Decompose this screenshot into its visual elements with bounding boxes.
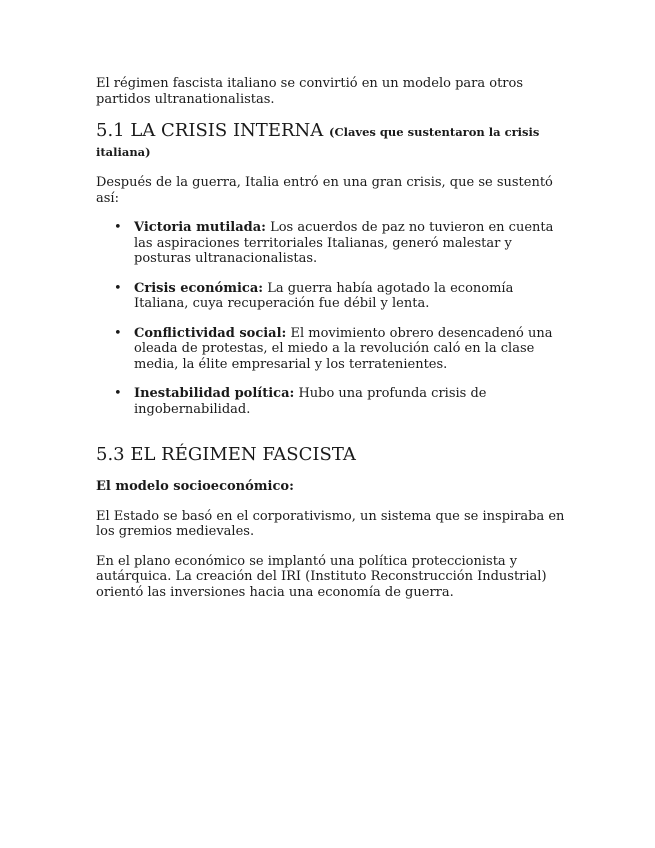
section-subtitle: (Claves que sustentaron la crisis italiana) — [96, 125, 540, 159]
bullet-icon: • — [114, 220, 122, 235]
list-item-text: La guerra había agotado la economía Italiana, cuya recuperación fue débil y lenta. — [134, 280, 514, 311]
paragraph: El Estado se basó en el corporativismo, un sistema que se inspiraba en los gremios medievales. — [96, 508, 565, 539]
list-item-term: Inestabilidad política: — [134, 386, 295, 401]
bullet-icon: • — [114, 325, 122, 341]
section-title: 5.1 LA CRISIS INTERNA — [96, 120, 324, 141]
subheading-modelo-socioeconomico: El modelo socioeconómico: — [96, 479, 294, 494]
list-item-text: El movimiento obrero desencadenó una oleada de protestas, el miedo a la revolución caló en la clase media, la élite empresarial y los terratenientes. — [134, 325, 553, 372]
list-item-text: Hubo una profunda crisis de ingobernabilidad. — [134, 386, 487, 417]
section-heading-regimen-fascista: 5.3 EL RÉGIMEN FASCISTA — [96, 444, 356, 465]
crisis-list — [96, 220, 566, 417]
list-item — [96, 326, 566, 373]
list-item-term: Conflictividad social: — [134, 325, 287, 341]
bullet-icon: • — [114, 280, 122, 296]
document-body — [96, 76, 566, 614]
section-lead-paragraph: Después de la guerra, Italia entró en una gran crisis, que se sustentó así: — [96, 175, 553, 206]
list-item-term: Victoria mutilada: — [134, 220, 266, 235]
list-item-text: Los acuerdos de paz no tuvieron en cuenta las aspiraciones territoriales Italianas, generó malestar y posturas ultranacionalistas. — [134, 220, 554, 266]
list-item — [96, 386, 566, 417]
bullet-icon: • — [114, 386, 122, 401]
list-item — [96, 281, 566, 312]
paragraph: En el plano económico se implantó una política proteccionista y autárquica. La creación del IRI (Instituto Reconstrucción Industrial) orientó las inversiones hacia una economía de guerra. — [96, 553, 547, 600]
list-item — [96, 220, 566, 267]
intro-paragraph: El régimen fascista italiano se convirtió en un modelo para otros partidos ultranationalistas. — [96, 76, 524, 107]
section-heading-crisis-interna — [96, 121, 566, 161]
list-item-term: Crisis económica: — [134, 280, 264, 296]
